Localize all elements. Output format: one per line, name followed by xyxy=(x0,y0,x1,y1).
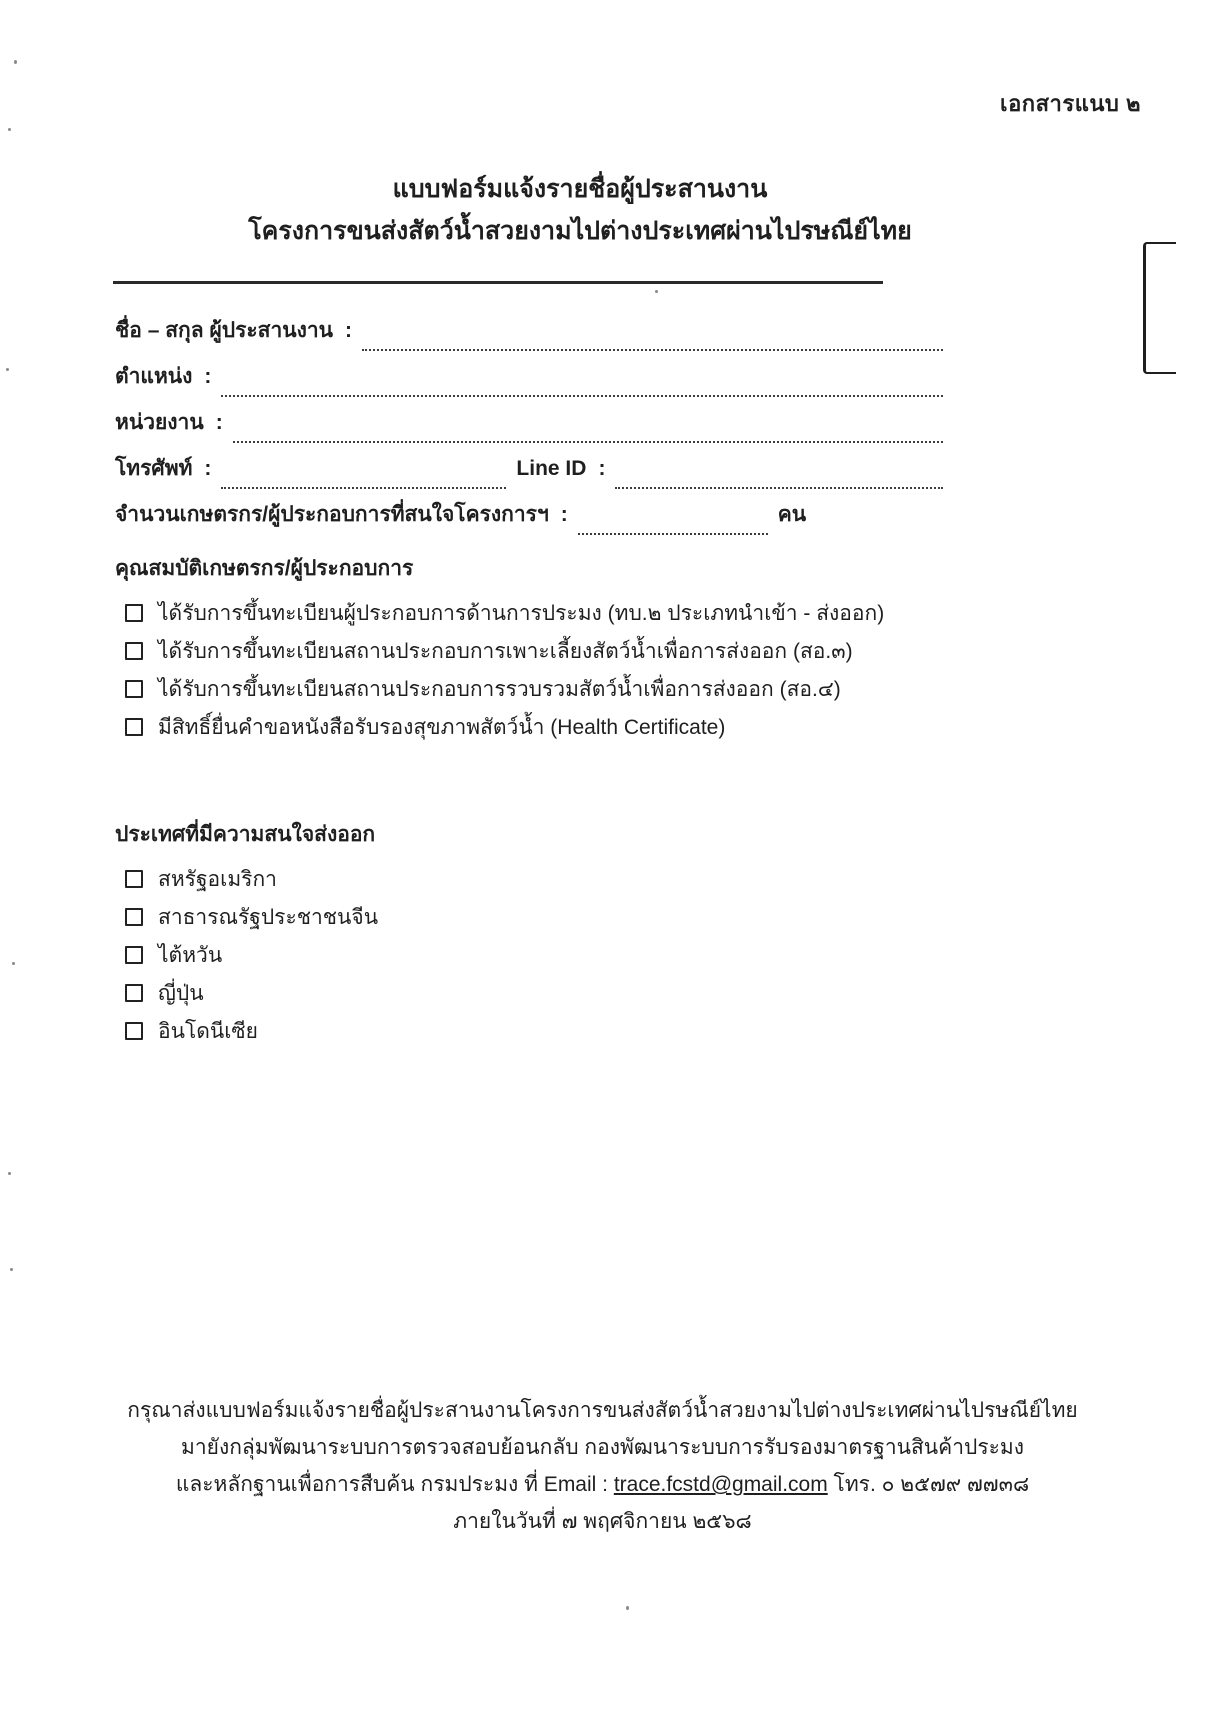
field-row-phone xyxy=(115,452,943,498)
scan-speck xyxy=(655,290,658,293)
position-label: ตำแหน่ง xyxy=(115,365,193,388)
line-id-colon: : xyxy=(598,457,606,480)
qualification-option-1 xyxy=(115,594,975,632)
participant-count-colon: : xyxy=(560,503,568,526)
scan-speck xyxy=(6,368,9,371)
field-row-name xyxy=(115,314,943,360)
country-option-3 xyxy=(115,936,975,974)
qualification-checkbox-2[interactable] xyxy=(125,642,143,660)
attachment-label: เอกสารแนบ ๒ xyxy=(1000,91,1141,116)
field-row-participant-count xyxy=(115,498,943,544)
footer-line-4: ภายในวันที่ ๗ พฤศจิกายน ๒๕๖๘ xyxy=(453,1510,752,1533)
organization-colon: : xyxy=(215,411,223,434)
country-label-4: ญี่ปุ่น xyxy=(158,981,204,1005)
footer-line-2: มายังกลุ่มพัฒนาระบบการตรวจสอบย้อนกลับ กองพัฒนาระบบการรับรองมาตรฐานสินค้าประมง xyxy=(181,1436,1024,1459)
phone-input-line[interactable] xyxy=(221,485,506,489)
form-title-line2: โครงการขนส่งสัตว์น้ำสวยงามไปต่างประเทศผ่านไปรษณีย์ไทย xyxy=(248,217,912,245)
footer-line-3-suffix: โทร. ๐ ๒๕๗๙ ๗๗๓๘ xyxy=(827,1473,1030,1496)
scan-speck xyxy=(626,1606,629,1610)
country-option-4 xyxy=(115,974,975,1012)
position-input-line[interactable] xyxy=(221,393,943,397)
scan-bracket-mark xyxy=(1143,242,1176,374)
country-checkbox-2[interactable] xyxy=(125,908,143,926)
country-option-5 xyxy=(115,1012,975,1050)
name-colon: : xyxy=(345,319,353,342)
name-label: ชื่อ – สกุล ผู้ประสานงาน xyxy=(115,319,334,342)
form-title xyxy=(0,168,1160,252)
footer-line-1: กรุณาส่งแบบฟอร์มแจ้งรายชื่อผู้ประสานงานโครงการขนส่งสัตว์น้ำสวยงามไปต่างประเทศผ่านไปรษณีย์ไทย xyxy=(127,1399,1078,1422)
line-id-label: Line ID xyxy=(516,457,587,480)
qualification-option-4 xyxy=(115,708,975,746)
qualification-checkbox-3[interactable] xyxy=(125,680,143,698)
footer-line-3-prefix: และหลักฐานเพื่อการสืบค้น กรมประมง ที่ Email : xyxy=(175,1473,614,1496)
qualification-label-3: ได้รับการขึ้นทะเบียนสถานประกอบการรวบรวมสัตว์น้ำเพื่อการส่งออก (สอ.๔) xyxy=(158,677,841,701)
country-label-5: อินโดนีเซีย xyxy=(158,1019,258,1043)
form-title-line1: แบบฟอร์มแจ้งรายชื่อผู้ประสานงาน xyxy=(392,175,768,203)
field-row-organization xyxy=(115,406,943,452)
country-checkbox-5[interactable] xyxy=(125,1022,143,1040)
country-option-2 xyxy=(115,898,975,936)
phone-label: โทรศัพท์ xyxy=(115,457,193,480)
country-label-3: ไต้หวัน xyxy=(158,943,223,967)
country-option-1 xyxy=(115,860,975,898)
organization-input-line[interactable] xyxy=(233,439,943,443)
qualification-label-1: ได้รับการขึ้นทะเบียนผู้ประกอบการด้านการประมง (ทบ.๒ ประเภทนำเข้า - ส่งออก) xyxy=(158,601,885,625)
participant-count-label: จำนวนเกษตรกร/ผู้ประกอบการที่สนใจโครงการฯ xyxy=(115,503,549,526)
country-checkbox-4[interactable] xyxy=(125,984,143,1002)
organization-label: หน่วยงาน xyxy=(115,411,204,434)
form-fields xyxy=(115,314,943,544)
qualification-checkbox-4[interactable] xyxy=(125,718,143,736)
scan-speck xyxy=(14,60,17,64)
country-checkbox-1[interactable] xyxy=(125,870,143,888)
countries-section xyxy=(115,818,975,1050)
countries-heading: ประเทศที่มีความสนใจส่งออก xyxy=(115,823,376,846)
qualifications-section xyxy=(115,552,975,746)
field-row-position xyxy=(115,360,943,406)
participant-count-input-line[interactable] xyxy=(578,531,768,535)
phone-colon: : xyxy=(204,457,212,480)
qualification-checkbox-1[interactable] xyxy=(125,604,143,622)
email-link[interactable]: trace.fcstd@gmail.com xyxy=(613,1473,828,1496)
scan-speck xyxy=(10,1268,13,1271)
scan-speck xyxy=(8,128,11,131)
footer-line-3 xyxy=(20,1466,1185,1503)
position-colon: : xyxy=(204,365,212,388)
title-divider xyxy=(113,281,883,284)
qualification-option-2 xyxy=(115,632,975,670)
qualification-label-4: มีสิทธิ์ยื่นคำขอหนังสือรับรองสุขภาพสัตว์น้ำ (Health Certificate) xyxy=(158,715,726,739)
country-checkbox-3[interactable] xyxy=(125,946,143,964)
scan-speck xyxy=(12,962,15,965)
participant-count-unit: คน xyxy=(777,503,807,526)
line-id-input-line[interactable] xyxy=(615,485,943,489)
qualification-option-3 xyxy=(115,670,975,708)
scan-speck xyxy=(8,1172,11,1175)
country-label-1: สหรัฐอเมริกา xyxy=(158,867,277,891)
name-input-line[interactable] xyxy=(362,347,943,351)
footer-note xyxy=(20,1392,1185,1540)
qualifications-heading: คุณสมบัติเกษตรกร/ผู้ประกอบการ xyxy=(115,557,414,580)
country-label-2: สาธารณรัฐประชาชนจีน xyxy=(158,905,379,929)
qualification-label-2: ได้รับการขึ้นทะเบียนสถานประกอบการเพาะเลี้ยงสัตว์น้ำเพื่อการส่งออก (สอ.๓) xyxy=(158,639,853,663)
